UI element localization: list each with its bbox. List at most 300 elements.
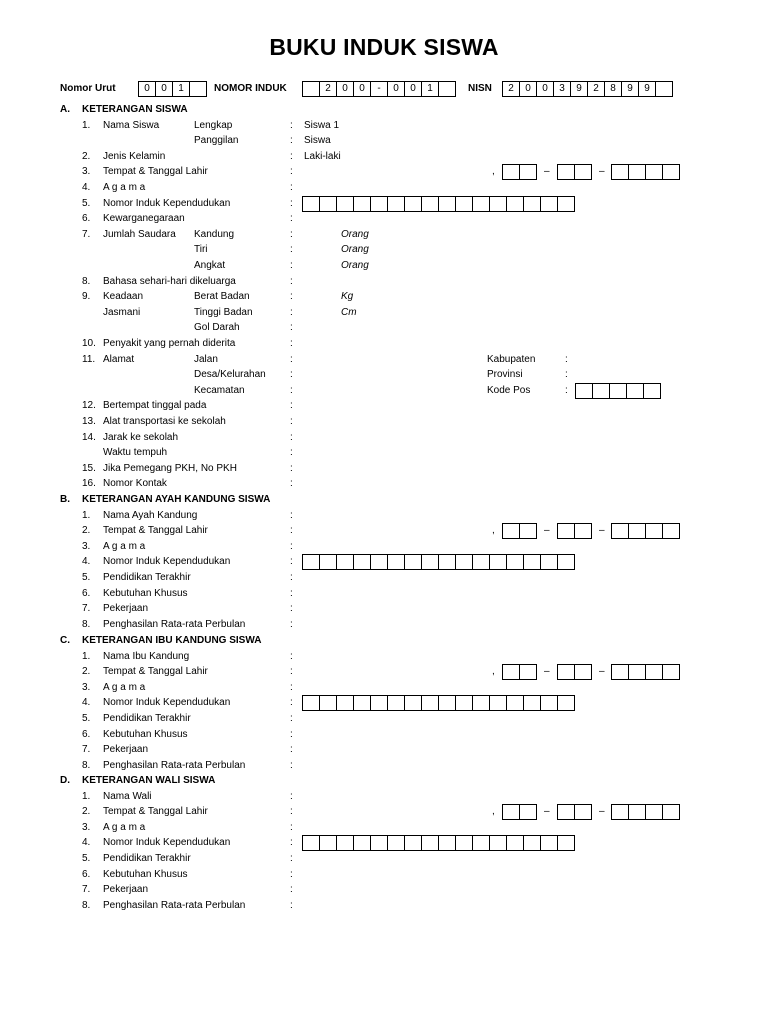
digit-box[interactable] xyxy=(489,835,507,851)
digit-box[interactable]: 0 xyxy=(138,81,156,97)
field-label: Jika Pemegang PKH, No PKH xyxy=(103,462,237,474)
digit-box[interactable] xyxy=(557,164,575,180)
field-label: Tempat & Tanggal Lahir xyxy=(103,166,208,178)
field-label: Jenis Kelamin xyxy=(103,150,166,162)
field-label: Pekerjaan xyxy=(103,744,149,756)
digit-box[interactable] xyxy=(628,664,646,680)
digit-box[interactable] xyxy=(455,835,473,851)
row-number: 14. xyxy=(82,431,96,443)
digit-box[interactable] xyxy=(489,695,507,711)
colon: : xyxy=(290,244,293,256)
field-label: Bertempat tinggal pada xyxy=(103,400,207,412)
colon: : xyxy=(290,275,293,287)
digit-box[interactable] xyxy=(370,196,388,212)
digit-box[interactable] xyxy=(611,804,629,820)
colon: : xyxy=(290,525,293,537)
field-label: Kebutuhan Khusus xyxy=(103,868,188,880)
colon: : xyxy=(290,744,293,756)
digit-box[interactable] xyxy=(353,835,371,851)
nik-boxes[interactable] xyxy=(302,835,574,851)
colon: : xyxy=(290,681,293,693)
colon: : xyxy=(290,197,293,209)
digit-box[interactable] xyxy=(387,554,405,570)
date-day-boxes[interactable] xyxy=(502,804,536,820)
digit-box[interactable] xyxy=(662,523,680,539)
date-separator: – xyxy=(599,666,605,678)
digit-box[interactable] xyxy=(540,835,558,851)
field-value[interactable]: Kg xyxy=(341,291,354,303)
row-number: 7. xyxy=(82,228,91,240)
field-label: Pekerjaan xyxy=(103,884,149,896)
digit-box[interactable] xyxy=(421,554,439,570)
digit-box[interactable] xyxy=(626,383,644,399)
digit-box[interactable] xyxy=(387,835,405,851)
digit-box[interactable] xyxy=(421,196,439,212)
digit-box[interactable] xyxy=(438,554,456,570)
date-separator: – xyxy=(544,166,550,178)
colon: : xyxy=(290,666,293,678)
colon: : xyxy=(290,369,293,381)
digit-box[interactable] xyxy=(472,835,490,851)
date-separator: – xyxy=(599,166,605,178)
field-label: Alamat xyxy=(103,353,135,365)
digit-box[interactable] xyxy=(645,804,663,820)
digit-box[interactable]: 2 xyxy=(587,81,605,97)
digit-box[interactable]: 9 xyxy=(570,81,588,97)
digit-box[interactable] xyxy=(662,164,680,180)
colon: : xyxy=(290,182,293,193)
section-heading: KETERANGAN WALI SISWA xyxy=(82,775,216,786)
field-label: Nama Siswa xyxy=(103,119,160,131)
digit-box[interactable] xyxy=(336,196,354,212)
colon: : xyxy=(290,821,293,833)
field-label: Alat transportasi ke sekolah xyxy=(103,416,226,427)
row-number: 4. xyxy=(82,556,91,568)
digit-box[interactable]: 1 xyxy=(172,81,190,97)
digit-box[interactable] xyxy=(655,81,673,97)
colon: : xyxy=(290,884,293,896)
field-label: Keadaan xyxy=(103,291,144,303)
date-month-boxes[interactable] xyxy=(557,523,591,539)
digit-box[interactable]: 0 xyxy=(336,81,354,97)
digit-box[interactable] xyxy=(662,804,680,820)
digit-box[interactable] xyxy=(421,695,439,711)
section-heading: KETERANGAN SISWA xyxy=(82,104,188,115)
field-label: Kewarganegaraan xyxy=(103,213,185,225)
digit-box[interactable]: 9 xyxy=(638,81,656,97)
digit-box[interactable] xyxy=(319,554,337,570)
digit-box[interactable] xyxy=(643,383,661,399)
digit-box[interactable] xyxy=(502,664,520,680)
date-month-boxes[interactable] xyxy=(557,804,591,820)
field-value[interactable]: Orang xyxy=(341,244,369,256)
digit-box[interactable] xyxy=(557,523,575,539)
nomor-induk-boxes[interactable] xyxy=(302,81,455,97)
digit-box[interactable] xyxy=(523,835,541,851)
row-number: 7. xyxy=(82,603,91,615)
row-number: 8. xyxy=(82,275,91,287)
row-number: 4. xyxy=(82,697,91,709)
field-sublabel: Kecamatan xyxy=(194,384,245,396)
colon: : xyxy=(290,759,293,771)
address-label: Provinsi xyxy=(487,369,523,381)
digit-box[interactable]: 0 xyxy=(155,81,173,97)
field-sublabel: Panggilan xyxy=(194,135,239,147)
field-sublabel: Tiri xyxy=(194,244,208,256)
digit-box[interactable] xyxy=(645,664,663,680)
colon: : xyxy=(290,416,293,427)
colon: : xyxy=(565,369,568,381)
digit-box[interactable] xyxy=(575,383,593,399)
row-number: 16. xyxy=(82,478,96,490)
digit-box[interactable] xyxy=(506,695,524,711)
date-year-boxes[interactable] xyxy=(611,804,679,820)
digit-box[interactable] xyxy=(557,695,575,711)
row-number: 6. xyxy=(82,587,91,599)
colon: : xyxy=(290,322,293,334)
address-label: Kabupaten xyxy=(487,353,536,365)
field-sublabel: Jalan xyxy=(194,353,218,365)
colon: : xyxy=(290,478,293,490)
field-label: Nama Wali xyxy=(103,790,152,802)
date-month-boxes[interactable] xyxy=(557,664,591,680)
row-number: 2. xyxy=(82,806,91,818)
field-label: Pendidikan Terakhir xyxy=(103,572,191,583)
field-value[interactable]: Laki-laki xyxy=(304,150,341,162)
digit-box[interactable] xyxy=(319,695,337,711)
digit-box[interactable]: 0 xyxy=(404,81,422,97)
comma-separator: , xyxy=(492,166,495,178)
digit-box[interactable] xyxy=(336,554,354,570)
colon: : xyxy=(290,728,293,740)
field-sublabel: Tinggi Badan xyxy=(194,306,253,318)
field-label: Penyakit yang pernah diderita xyxy=(103,338,236,349)
date-separator: – xyxy=(544,666,550,678)
field-label: Penghasilan Rata-rata Perbulan xyxy=(103,899,246,911)
colon: : xyxy=(290,150,293,162)
digit-box[interactable] xyxy=(540,196,558,212)
colon: : xyxy=(290,338,293,349)
nik-boxes[interactable] xyxy=(302,695,574,711)
digit-box[interactable] xyxy=(609,383,627,399)
digit-box[interactable] xyxy=(506,554,524,570)
digit-box[interactable] xyxy=(489,554,507,570)
digit-box[interactable]: 8 xyxy=(604,81,622,97)
field-value[interactable]: Cm xyxy=(341,306,357,318)
colon: : xyxy=(290,462,293,474)
digit-box[interactable] xyxy=(302,695,320,711)
row-number: 7. xyxy=(82,884,91,896)
digit-box[interactable] xyxy=(472,196,490,212)
nik-boxes[interactable] xyxy=(302,196,574,212)
row-number: 1. xyxy=(82,119,91,131)
colon: : xyxy=(290,806,293,818)
nomor-urut-label: Nomor Urut xyxy=(60,83,116,94)
digit-box[interactable] xyxy=(336,835,354,851)
kode-pos-boxes[interactable] xyxy=(575,383,660,399)
colon: : xyxy=(290,853,293,864)
digit-box[interactable] xyxy=(302,835,320,851)
digit-box[interactable] xyxy=(519,804,537,820)
field-label: Nomor Induk Kependudukan xyxy=(103,556,231,568)
row-number: 6. xyxy=(82,868,91,880)
nomor-urut-boxes[interactable] xyxy=(138,81,206,97)
digit-box[interactable] xyxy=(519,164,537,180)
row-number: 10. xyxy=(82,338,96,349)
field-label: Pekerjaan xyxy=(103,603,149,615)
field-label: Tempat & Tanggal Lahir xyxy=(103,666,208,678)
digit-box[interactable]: 2 xyxy=(319,81,337,97)
field-label: Nomor Induk Kependudukan xyxy=(103,697,231,709)
digit-box[interactable] xyxy=(404,554,422,570)
field-label: Waktu tempuh xyxy=(103,447,168,459)
digit-box[interactable] xyxy=(645,164,663,180)
row-number: 15. xyxy=(82,462,96,474)
digit-box[interactable] xyxy=(557,554,575,570)
colon: : xyxy=(565,353,568,365)
digit-box[interactable] xyxy=(611,164,629,180)
section-letter: C. xyxy=(60,635,70,646)
field-value[interactable]: Siswa 1 xyxy=(304,119,340,131)
row-number: 2. xyxy=(82,150,91,162)
row-number: 1. xyxy=(82,650,91,662)
date-month-boxes[interactable] xyxy=(557,164,591,180)
colon: : xyxy=(290,135,293,147)
section-heading: KETERANGAN AYAH KANDUNG SISWA xyxy=(82,494,271,505)
colon: : xyxy=(290,713,293,724)
field-label: Penghasilan Rata-rata Perbulan xyxy=(103,618,246,630)
digit-box[interactable] xyxy=(540,695,558,711)
colon: : xyxy=(290,384,293,396)
row-number: 8. xyxy=(82,899,91,911)
digit-box[interactable] xyxy=(370,695,388,711)
digit-box[interactable]: 3 xyxy=(553,81,571,97)
digit-box[interactable] xyxy=(189,81,207,97)
digit-box[interactable] xyxy=(302,554,320,570)
digit-box[interactable] xyxy=(387,196,405,212)
field-label: Tempat & Tanggal Lahir xyxy=(103,806,208,818)
date-separator: – xyxy=(599,806,605,818)
field-sublabel: Angkat xyxy=(194,260,226,271)
digit-box[interactable]: 2 xyxy=(502,81,520,97)
row-number: 9. xyxy=(82,291,91,303)
digit-box[interactable] xyxy=(519,664,537,680)
section-letter: D. xyxy=(60,775,70,786)
row-number: 1. xyxy=(82,509,91,521)
field-sublabel: Gol Darah xyxy=(194,322,240,334)
date-day-boxes[interactable] xyxy=(502,164,536,180)
field-value[interactable]: Siswa xyxy=(304,135,331,147)
digit-box[interactable] xyxy=(455,554,473,570)
row-number: 3. xyxy=(82,166,91,178)
colon: : xyxy=(290,603,293,615)
digit-box[interactable] xyxy=(506,835,524,851)
digit-box[interactable] xyxy=(353,695,371,711)
digit-box[interactable] xyxy=(557,196,575,212)
date-year-boxes[interactable] xyxy=(611,664,679,680)
colon: : xyxy=(290,306,293,318)
digit-box[interactable] xyxy=(628,804,646,820)
digit-box[interactable] xyxy=(370,554,388,570)
field-label: Jumlah Saudara xyxy=(103,228,176,240)
colon: : xyxy=(290,837,293,849)
digit-box[interactable] xyxy=(557,804,575,820)
colon: : xyxy=(290,540,293,552)
digit-box[interactable] xyxy=(489,196,507,212)
colon: : xyxy=(290,119,293,131)
field-sublabel: Kandung xyxy=(194,228,235,240)
field-label: Pendidikan Terakhir xyxy=(103,853,191,864)
digit-box[interactable]: 0 xyxy=(387,81,405,97)
field-label: Penghasilan Rata-rata Perbulan xyxy=(103,759,246,771)
digit-box[interactable]: 0 xyxy=(353,81,371,97)
digit-box[interactable] xyxy=(574,664,592,680)
row-number: 6. xyxy=(82,213,91,225)
digit-box[interactable] xyxy=(353,554,371,570)
field-label: A g a m a xyxy=(103,681,146,693)
date-year-boxes[interactable] xyxy=(611,164,679,180)
digit-box[interactable] xyxy=(645,523,663,539)
colon: : xyxy=(290,509,293,521)
row-number: 5. xyxy=(82,713,91,724)
digit-box[interactable] xyxy=(502,523,520,539)
field-label: A g a m a xyxy=(103,821,146,833)
digit-box[interactable]: - xyxy=(370,81,388,97)
field-label: Nama Ayah Kandung xyxy=(103,509,198,521)
colon: : xyxy=(290,697,293,709)
digit-box[interactable] xyxy=(472,554,490,570)
field-sublabel: Berat Badan xyxy=(194,291,250,303)
digit-box[interactable]: 9 xyxy=(621,81,639,97)
section-letter: A. xyxy=(60,104,70,115)
field-value[interactable]: Orang xyxy=(341,228,369,240)
digit-box[interactable] xyxy=(540,554,558,570)
nik-boxes[interactable] xyxy=(302,554,574,570)
comma-separator: , xyxy=(492,806,495,818)
field-label: A g a m a xyxy=(103,540,146,552)
digit-box[interactable] xyxy=(472,695,490,711)
comma-separator: , xyxy=(492,666,495,678)
row-number: 8. xyxy=(82,618,91,630)
colon: : xyxy=(290,790,293,802)
colon: : xyxy=(290,447,293,459)
digit-box[interactable] xyxy=(302,81,320,97)
digit-box[interactable] xyxy=(438,835,456,851)
digit-box[interactable] xyxy=(557,664,575,680)
digit-box[interactable] xyxy=(438,695,456,711)
row-number: 6. xyxy=(82,728,91,740)
colon: : xyxy=(290,899,293,911)
digit-box[interactable] xyxy=(336,695,354,711)
colon: : xyxy=(290,587,293,599)
digit-box[interactable] xyxy=(611,523,629,539)
digit-box[interactable] xyxy=(387,695,405,711)
colon: : xyxy=(290,556,293,568)
digit-box[interactable] xyxy=(574,523,592,539)
digit-box[interactable] xyxy=(628,164,646,180)
field-sublabel: Lengkap xyxy=(194,119,233,131)
row-number: 3. xyxy=(82,681,91,693)
digit-box[interactable] xyxy=(628,523,646,539)
field-label: Jarak ke sekolah xyxy=(103,431,179,443)
nisn-label: NISN xyxy=(468,83,492,94)
field-label: Nomor Induk Kependudukan xyxy=(103,837,231,849)
digit-box[interactable] xyxy=(438,81,456,97)
colon: : xyxy=(290,618,293,630)
row-number: 4. xyxy=(82,182,91,193)
colon: : xyxy=(290,228,293,240)
digit-box[interactable] xyxy=(523,196,541,212)
row-number: 4. xyxy=(82,837,91,849)
digit-box[interactable]: 1 xyxy=(421,81,439,97)
date-day-boxes[interactable] xyxy=(502,664,536,680)
row-number: 8. xyxy=(82,759,91,771)
date-year-boxes[interactable] xyxy=(611,523,679,539)
row-number: 3. xyxy=(82,540,91,552)
digit-box[interactable]: 0 xyxy=(536,81,554,97)
section-heading: KETERANGAN IBU KANDUNG SISWA xyxy=(82,635,262,646)
colon: : xyxy=(290,572,293,583)
digit-box[interactable] xyxy=(523,554,541,570)
row-number: 5. xyxy=(82,572,91,583)
digit-box[interactable] xyxy=(302,196,320,212)
field-label: Jasmani xyxy=(103,306,141,318)
digit-box[interactable] xyxy=(506,196,524,212)
field-value[interactable]: Orang xyxy=(341,260,369,271)
digit-box[interactable] xyxy=(319,196,337,212)
row-number: 13. xyxy=(82,416,96,427)
digit-box[interactable] xyxy=(370,835,388,851)
row-number: 7. xyxy=(82,744,91,756)
digit-box[interactable] xyxy=(502,804,520,820)
field-label: Kebutuhan Khusus xyxy=(103,587,188,599)
digit-box[interactable] xyxy=(662,664,680,680)
digit-box[interactable] xyxy=(519,523,537,539)
nisn-boxes[interactable] xyxy=(502,81,672,97)
digit-box[interactable] xyxy=(421,835,439,851)
digit-box[interactable] xyxy=(502,164,520,180)
field-label: Nomor Induk Kependudukan xyxy=(103,197,231,209)
digit-box[interactable] xyxy=(592,383,610,399)
field-label: Bahasa sehari-hari dikeluarga xyxy=(103,275,236,287)
row-number: 2. xyxy=(82,666,91,678)
colon: : xyxy=(290,650,293,662)
digit-box[interactable] xyxy=(404,835,422,851)
digit-box[interactable] xyxy=(404,695,422,711)
digit-box[interactable] xyxy=(438,196,456,212)
colon: : xyxy=(290,260,293,271)
row-number: 3. xyxy=(82,821,91,833)
digit-box[interactable] xyxy=(574,804,592,820)
digit-box[interactable] xyxy=(353,196,371,212)
digit-box[interactable] xyxy=(404,196,422,212)
digit-box[interactable] xyxy=(557,835,575,851)
colon: : xyxy=(290,868,293,880)
date-day-boxes[interactable] xyxy=(502,523,536,539)
colon: : xyxy=(290,431,293,443)
digit-box[interactable] xyxy=(455,695,473,711)
digit-box[interactable] xyxy=(319,835,337,851)
digit-box[interactable] xyxy=(611,664,629,680)
digit-box[interactable] xyxy=(523,695,541,711)
digit-box[interactable]: 0 xyxy=(519,81,537,97)
row-number: 1. xyxy=(82,790,91,802)
digit-box[interactable] xyxy=(455,196,473,212)
field-label: Nama Ibu Kandung xyxy=(103,650,190,662)
colon: : xyxy=(290,291,293,303)
digit-box[interactable] xyxy=(574,164,592,180)
row-number: 12. xyxy=(82,400,96,412)
